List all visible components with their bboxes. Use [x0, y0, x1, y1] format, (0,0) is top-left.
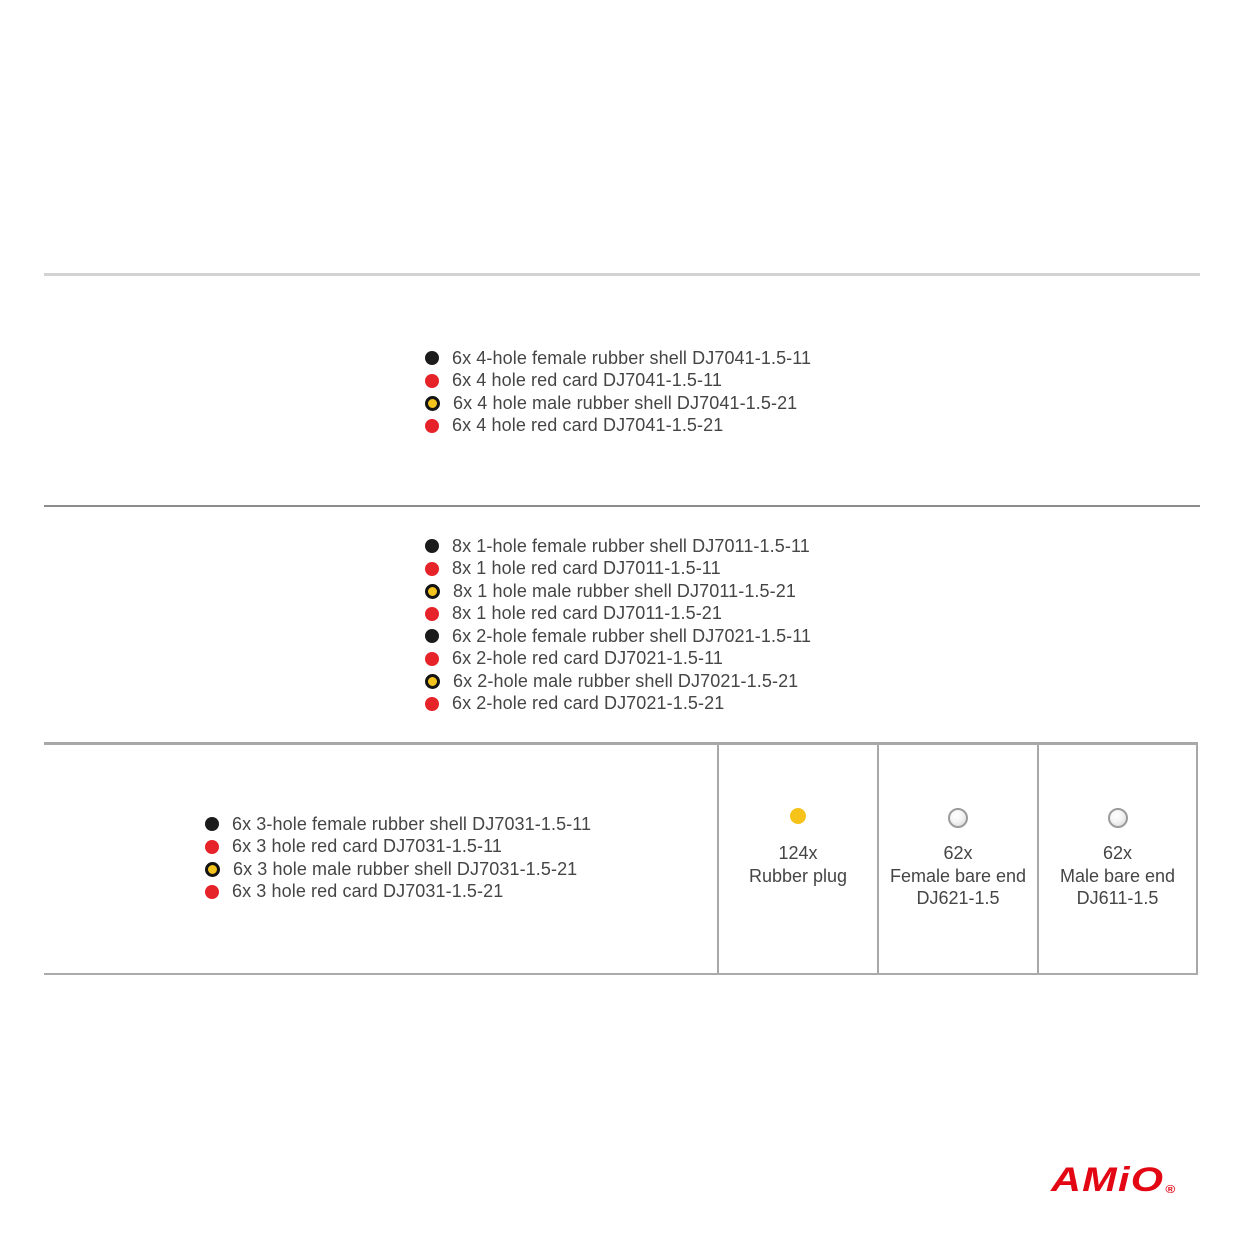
part-description: 6x 4 hole male rubber shell DJ7041-1.5-21 — [453, 392, 798, 413]
black-bullet-icon — [425, 629, 439, 643]
part-description: 6x 4 hole red card DJ7041-1.5-11 — [452, 370, 723, 391]
red-bullet-icon — [425, 374, 439, 388]
yellow-ring-bullet-icon — [425, 396, 440, 411]
part-description: 6x 2-hole red card DJ7021-1.5-21 — [452, 693, 725, 714]
red-bullet-icon — [205, 885, 219, 899]
list-item — [425, 347, 811, 370]
part-description: 6x 4-hole female rubber shell DJ7041-1.5-11 — [452, 347, 812, 368]
list-item — [425, 535, 811, 558]
cell-label-line: DJ621-1.5 — [916, 888, 1000, 908]
red-bullet-icon — [425, 419, 439, 433]
red-bullet-icon — [205, 840, 219, 854]
part-description: 6x 4 hole red card DJ7041-1.5-21 — [452, 415, 724, 436]
list-item — [425, 558, 811, 581]
list-item — [425, 693, 811, 716]
list-item — [425, 370, 811, 393]
list-item — [425, 580, 811, 603]
red-bullet-icon — [425, 562, 439, 576]
yellow-ring-bullet-icon — [425, 584, 440, 599]
cell-label-line: Rubber plug — [748, 865, 848, 886]
cell-label-line: Female bare end — [889, 865, 1027, 886]
list-item — [205, 858, 591, 881]
part-description: 6x 3-hole female rubber shell DJ7031-1.5-11 — [232, 813, 592, 834]
list-item — [425, 648, 811, 671]
cell-label-line: DJ611-1.5 — [1076, 888, 1159, 908]
list-item — [425, 392, 811, 415]
cell-label-line: Male bare end — [1059, 865, 1176, 886]
list-item — [205, 881, 591, 904]
yellow-ring-bullet-icon — [205, 862, 220, 877]
silver-dot-icon — [1108, 808, 1128, 828]
table-cell-female-bare-end — [877, 745, 1037, 973]
part-description: 6x 3 hole male rubber shell DJ7031-1.5-21 — [233, 858, 578, 879]
part-description: 6x 2-hole male rubber shell DJ7021-1.5-21 — [453, 670, 799, 691]
part-description: 6x 3 hole red card DJ7031-1.5-11 — [232, 836, 503, 857]
list-item — [425, 415, 811, 438]
part-description: 6x 3 hole red card DJ7031-1.5-21 — [232, 881, 504, 902]
table-cell-dj7031 — [44, 745, 717, 973]
black-bullet-icon — [205, 817, 219, 831]
part-description: 8x 1 hole red card DJ7011-1.5-11 — [452, 558, 721, 579]
cell-label-line: 62x — [1102, 843, 1133, 863]
parts-list-dj7031 — [205, 813, 591, 903]
amio-logo — [1051, 1161, 1175, 1200]
cell-label-line: 62x — [943, 843, 973, 863]
part-description: 8x 1 hole male rubber shell DJ7011-1.5-21 — [453, 580, 796, 601]
table-cell-rubber-plug — [717, 745, 877, 973]
part-description: 8x 1-hole female rubber shell DJ7011-1.5-11 — [452, 535, 810, 556]
black-bullet-icon — [425, 539, 439, 553]
red-bullet-icon — [425, 652, 439, 666]
yellow-dot-icon — [790, 808, 806, 824]
amio-logo-text: AMiO — [1051, 1161, 1165, 1199]
list-item — [425, 603, 811, 626]
red-bullet-icon — [425, 607, 439, 621]
part-description: 8x 1 hole red card DJ7011-1.5-21 — [452, 603, 723, 624]
divider-top — [44, 273, 1200, 276]
divider-middle — [44, 505, 1200, 507]
registered-trademark-icon: ® — [1165, 1184, 1176, 1196]
red-bullet-icon — [425, 697, 439, 711]
yellow-ring-bullet-icon — [425, 674, 440, 689]
parts-table — [44, 742, 1198, 975]
parts-list-dj7041 — [425, 347, 811, 437]
cell-label-line: 124x — [778, 843, 818, 863]
list-item — [425, 625, 811, 648]
parts-list-dj7011-dj7021 — [425, 535, 811, 715]
list-item — [205, 836, 591, 859]
list-item — [205, 813, 591, 836]
part-description: 6x 2-hole red card DJ7021-1.5-11 — [452, 648, 724, 669]
black-bullet-icon — [425, 351, 439, 365]
part-description: 6x 2-hole female rubber shell DJ7021-1.5-11 — [452, 625, 812, 646]
table-cell-male-bare-end — [1037, 745, 1198, 973]
silver-dot-icon — [948, 808, 968, 828]
list-item — [425, 670, 811, 693]
